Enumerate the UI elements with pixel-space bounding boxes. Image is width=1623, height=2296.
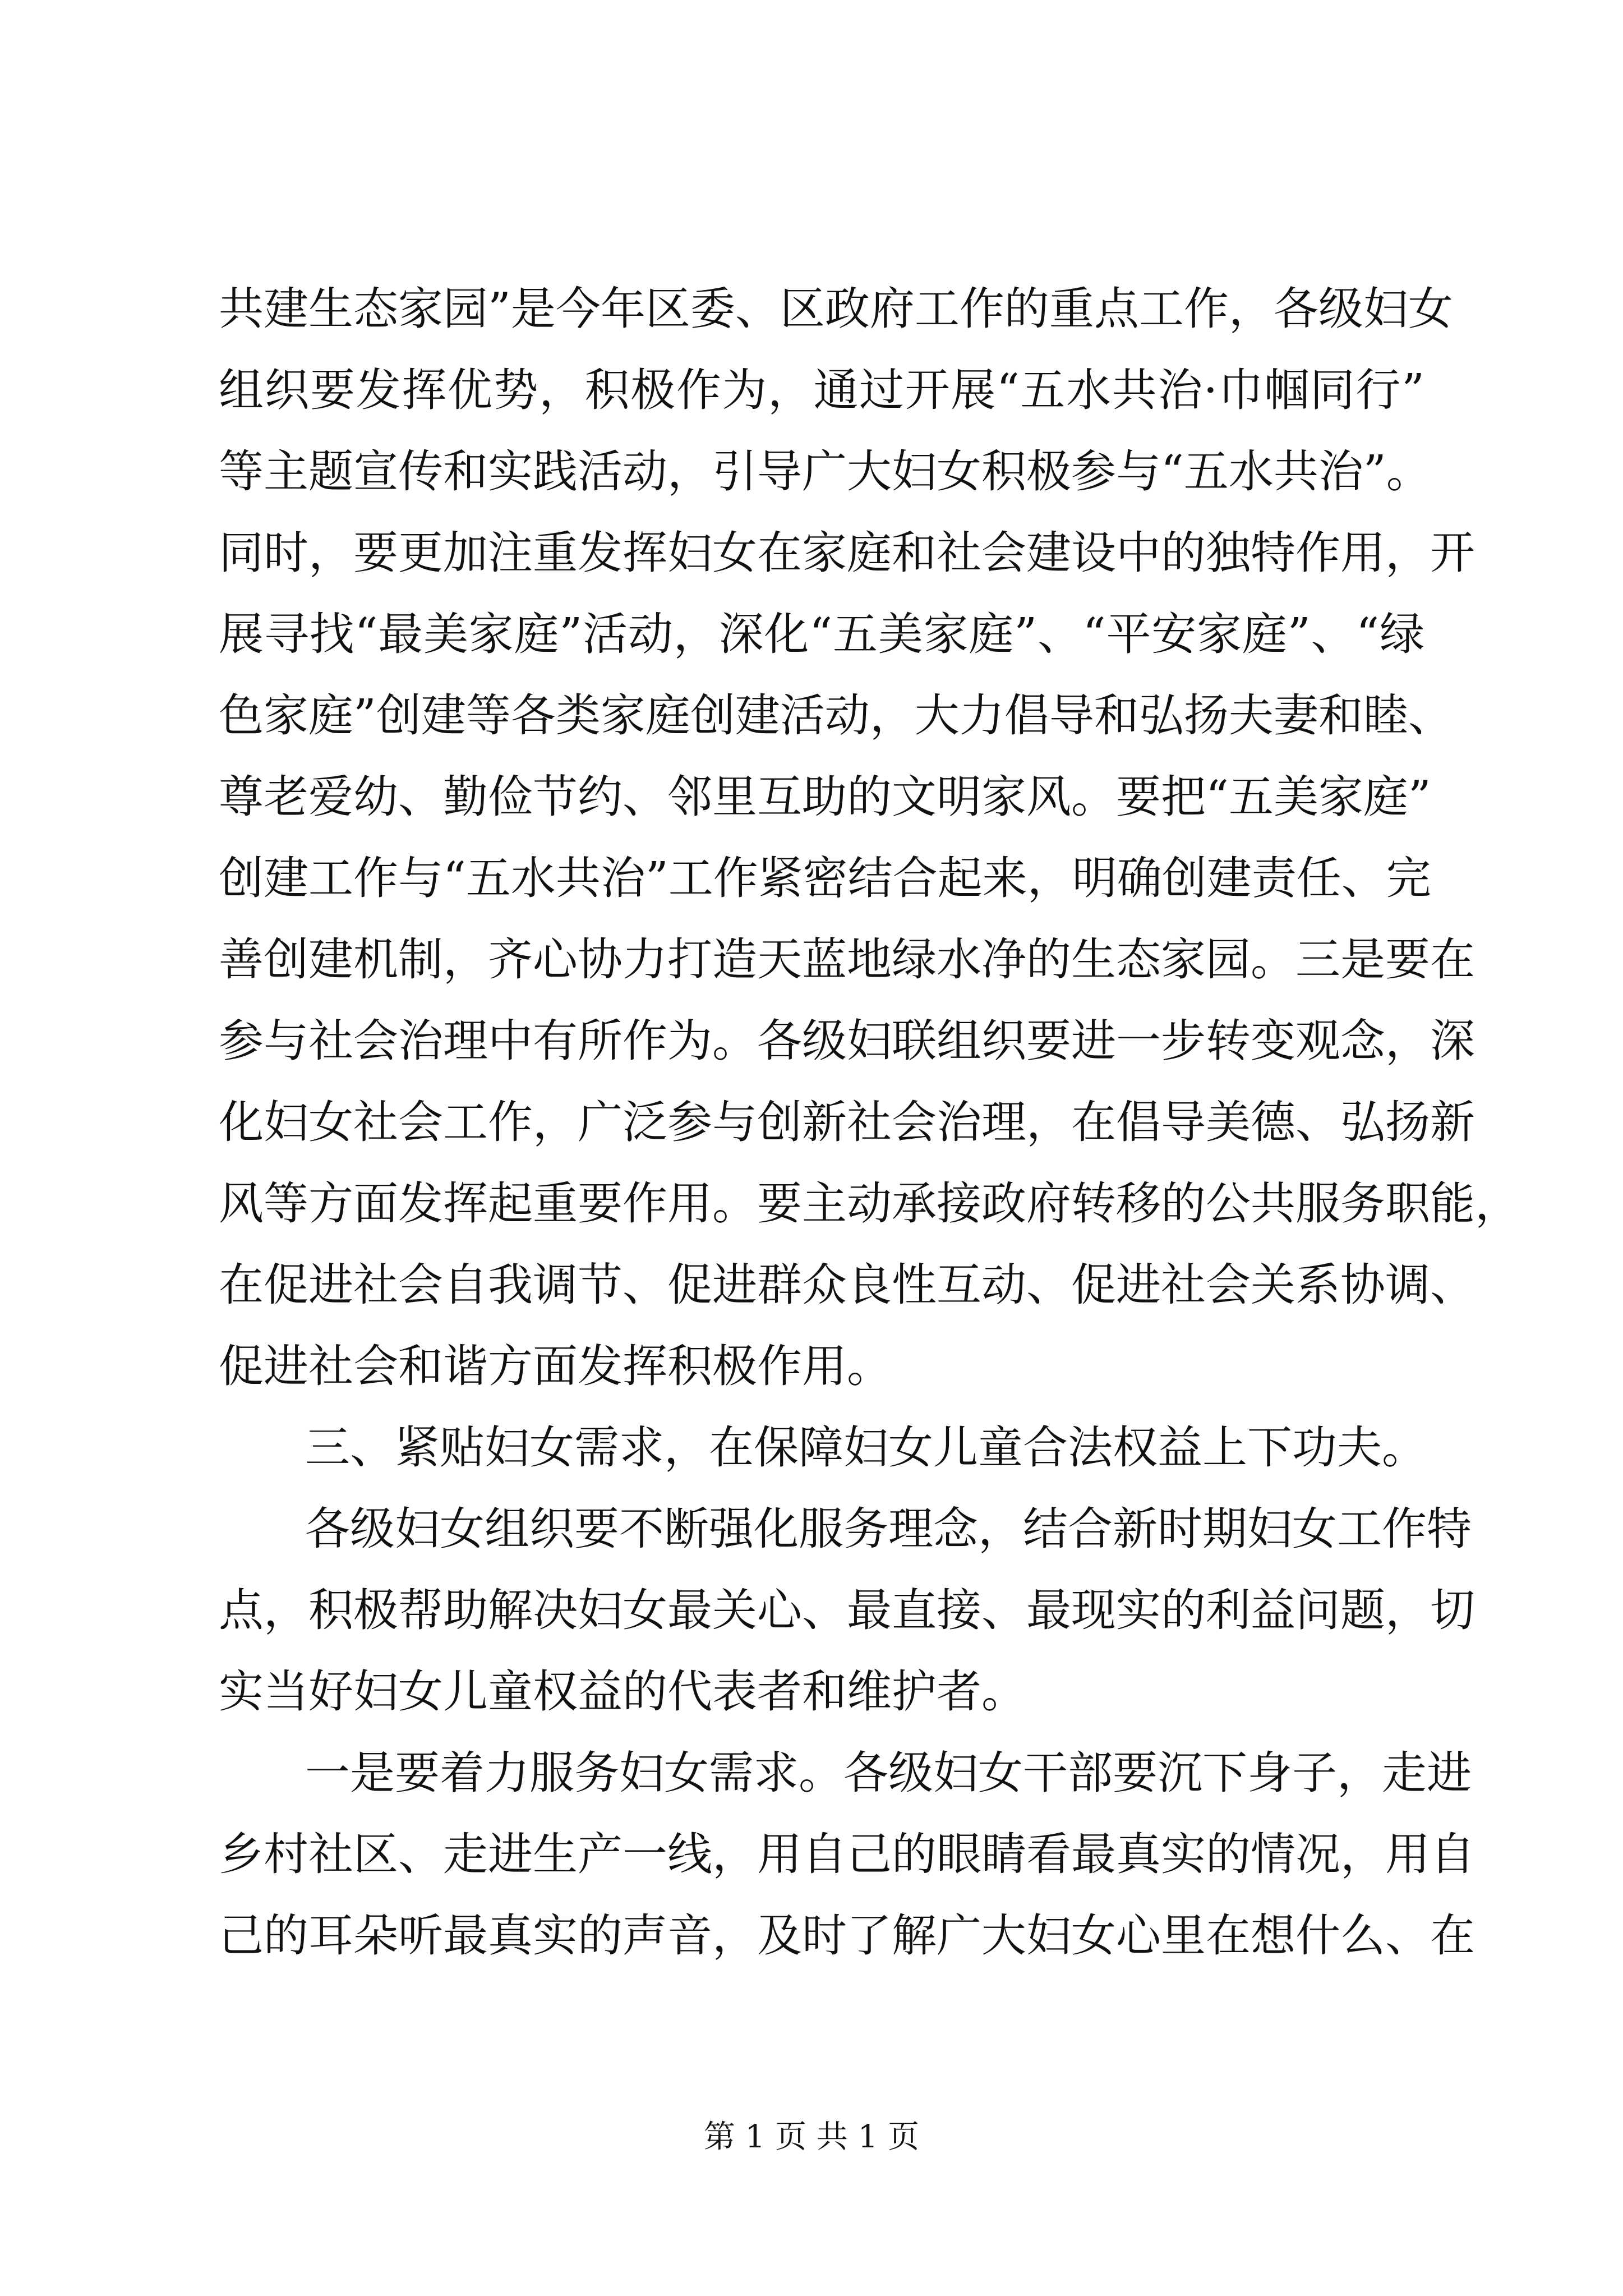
text-line: 展寻找“最美家庭”活动，深化“五美家庭”、“平安家庭”、“绿 [219,608,1424,660]
text-line: 组织要发挥优势，积极作为，通过开展“五水共治·巾帼同行” [219,364,1424,416]
text-line: 各级妇女组织要不断强化服务理念，结合新时期妇女工作特 [305,1503,1472,1555]
text-line: 风等方面发挥起重要作用。要主动承接政府转移的公共服务职能， [219,1177,1520,1230]
text-line: 在促进社会自我调节、促进群众良性互动、促进社会关系协调、 [219,1259,1475,1311]
text-line: 同时，要更加注重发挥妇女在家庭和社会建设中的独特作用，开 [219,527,1475,579]
text-line: 善创建机制，齐心协力打造天蓝地绿水净的生态家园。三是要在 [219,933,1475,986]
text-line: 乡村社区、走进生产一线，用自己的眼睛看最真实的情况，用自 [219,1828,1475,1880]
text-line: 化妇女社会工作，广泛参与创新社会治理，在倡导美德、弘扬新 [219,1096,1475,1148]
text-line: 参与社会治理中有所作为。各级妇联组织要进一步转变观念，深 [219,1015,1475,1067]
text-line: 尊老爱幼、勤俭节约、邻里互助的文明家风。要把“五美家庭” [219,771,1431,823]
text-line: 己的耳朵听最真实的声音，及时了解广大妇女心里在想什么、在 [219,1910,1475,1962]
text-line: 实当好妇女儿童权益的代表者和维护者。 [219,1665,1026,1718]
text-line: 一是要着力服务妇女需求。各级妇女干部要沉下身子，走进 [305,1747,1472,1799]
section-heading: 三、紧贴妇女需求，在保障妇女儿童合法权益上下功夫。 [305,1421,1427,1474]
text-line: 点，积极帮助解决妇女最关心、最直接、最现实的利益问题，切 [219,1584,1475,1636]
text-line: 创建工作与“五水共治”工作紧密结合起来，明确创建责任、完 [219,852,1431,904]
document-body [219,268,1520,1976]
text-line: 促进社会和谐方面发挥积极作用。 [219,1340,892,1392]
text-line: 共建生态家园”是今年区委、区政府工作的重点工作，各级妇女 [219,283,1453,335]
page-footer: 第 1 页 共 1 页 [703,2119,920,2155]
text-line: 色家庭”创建等各类家庭创建活动，大力倡导和弘扬夫妻和睦、 [219,689,1453,742]
text-line: 等主题宣传和实践活动，引导广大妇女积极参与“五水共治”。 [219,445,1431,498]
